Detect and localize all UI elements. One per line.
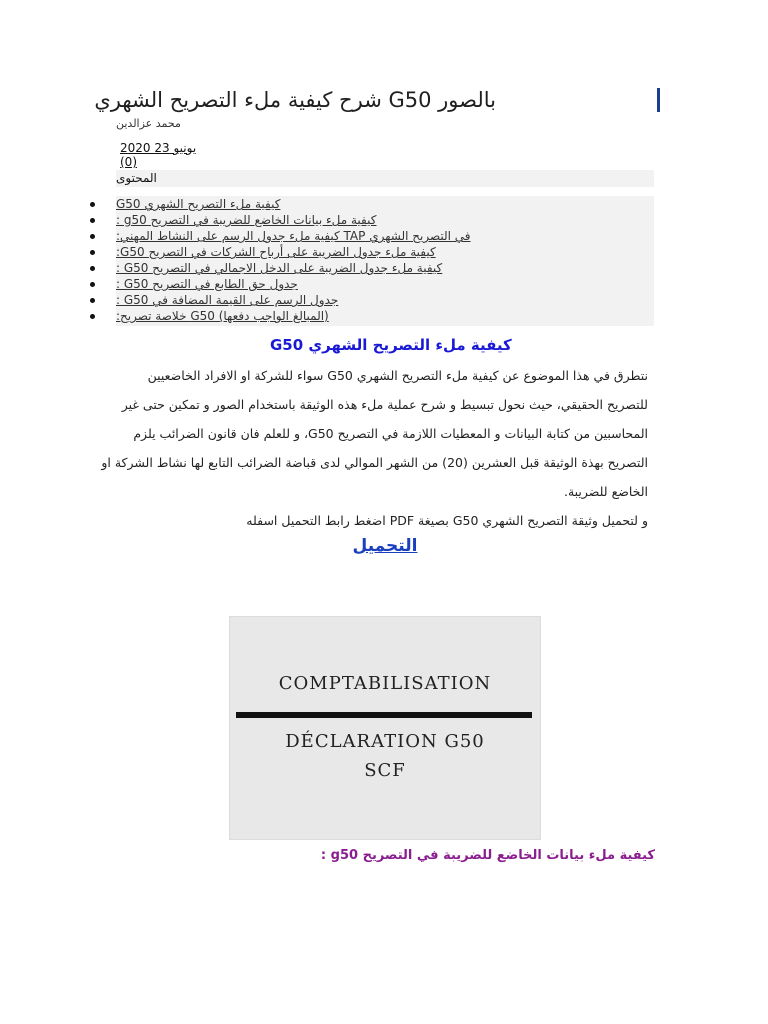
paragraph-line: نتطرق في هذا الموضوع عن كيفية ملء التصريح الشهري G50 سواء للشركة او الافراد الخاضعيين	[147, 368, 648, 383]
post-date[interactable]: يونيو 23 2020	[120, 141, 197, 155]
paragraph-line: التصريح بهذة الوثيقة قبل العشرين (20) من الشهر الموالي لدى قباضة الضرائب التابع لها نشاط الشركة او	[101, 455, 648, 470]
bullet-icon	[90, 266, 95, 271]
download-note: و لتحميل وثيقة التصريح الشهري G50 بصيغة PDF اضغط رابط التحميل اسفله	[246, 513, 648, 528]
toc-item	[116, 293, 654, 309]
toc-link[interactable]: : G50 جدول حق الطابع في التصريح	[116, 277, 298, 291]
section-heading: G50 كيفية ملء التصريح الشهري	[270, 336, 512, 354]
bullet-icon	[90, 282, 95, 287]
toc-link[interactable]: G50 كيفية ملء التصريح الشهري	[116, 197, 281, 211]
bullet-icon	[90, 234, 95, 239]
toc-item	[116, 309, 654, 325]
toc-item	[116, 213, 654, 229]
table-of-contents	[116, 196, 654, 326]
title-accent-bar	[657, 88, 660, 112]
bullet-icon	[90, 298, 95, 303]
toc-item	[116, 245, 654, 261]
download-link[interactable]: التحميل	[352, 536, 418, 556]
toc-item	[116, 197, 654, 213]
subsection-heading: كيفية ملء بيانات الخاضع للضريبة في التصريح g50 :	[320, 848, 655, 863]
page-title: بالصور G50 شرح كيفية ملء التصريح الشهري	[94, 88, 496, 112]
bullet-icon	[90, 314, 95, 319]
toc-link[interactable]: (المبالغ الواجب دفعها) G50 خلاصة تصريح:	[116, 309, 329, 323]
paragraph-line: المحاسبين من كتابة البيانات و المعطيات اللازمة في التصريح G50، و للعلم فان قانون الضرائب يلزم	[133, 426, 648, 441]
paragraph-line: الخاضع للضريبة.	[563, 484, 648, 499]
toc-heading: المحتوى	[116, 171, 157, 185]
bullet-icon	[90, 250, 95, 255]
image-caption-line2: DÉCLARATION G50	[285, 731, 485, 752]
comments-count[interactable]: (0)	[120, 155, 137, 169]
toc-link[interactable]: : G50 كيفية ملء جدول الضريبة على الدخل الاجمالي في التصريح	[116, 261, 443, 275]
toc-item	[116, 261, 654, 277]
toc-link[interactable]: : G50 جدول الرسم على القيمة المضافة في	[116, 293, 339, 307]
paragraph-line: للتصريح الحقيقي، حيث نحول تبسيط و شرح عملية ملء هذه الوثيقة باستخدام الصور و تمكين حتى غير	[121, 397, 648, 412]
toc-item	[116, 229, 654, 245]
toc-item	[116, 277, 654, 293]
bullet-icon	[90, 202, 95, 207]
image-caption-line3: SCF	[364, 760, 406, 781]
bullet-icon	[90, 218, 95, 223]
toc-link[interactable]: في التصريح الشهري TAP كيفية ملء جدول الرسم على النشاط المهني:	[116, 229, 471, 243]
author-name[interactable]: محمد عزالدين	[116, 117, 181, 130]
toc-link[interactable]: : g50 كيفية ملء بيانات الخاضع للضريبة في التصريح	[116, 213, 377, 227]
toc-link[interactable]: :G50 كيفية ملء جدول الضريبة على أرباح الشركات في التصريح	[116, 245, 436, 259]
image-divider	[236, 712, 532, 718]
toc-header	[116, 170, 654, 187]
image-caption-line1: COMPTABILISATION	[278, 673, 492, 694]
cover-image	[229, 616, 541, 840]
